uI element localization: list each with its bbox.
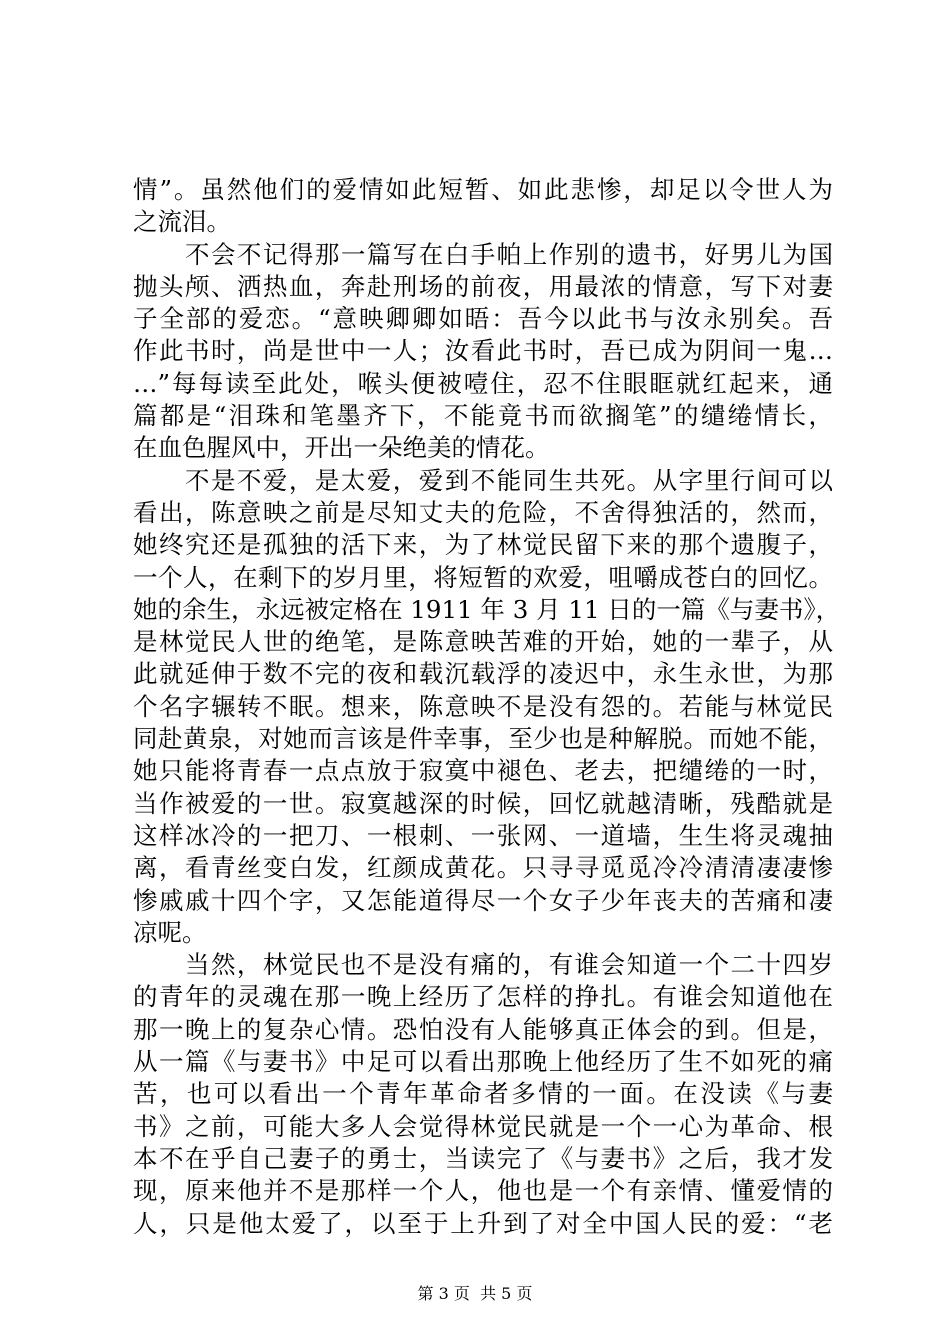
text-line: 在血色腥风中，开出一朵绝美的情花。 — [133, 433, 550, 463]
text-line: 抛头颅、洒热血，奔赴刑场的前夜，用最浓的情意，写下对妻 — [133, 271, 833, 301]
text-line: 之流泪。 — [133, 207, 231, 237]
text-line: 她只能将青春一点点放于寂寞中褪色、老去，把缱绻的一时， — [133, 756, 833, 786]
text-line: 此就延伸于数不完的夜和载沉载浮的凌迟中，永生永世，为那 — [133, 659, 833, 689]
text-line: 人，只是他太爱了，以至于上升到了对全中国人民的爱：“老 — [133, 1208, 833, 1238]
text-line: 的青年的灵魂在那一晚上经历了怎样的挣扎。有谁会知道他在 — [133, 982, 833, 1012]
page-footer — [0, 1281, 950, 1304]
text-line: 那一晚上的复杂心情。恐怕没有人能够真正体会的到。但是， — [133, 1014, 833, 1044]
text-line: 不会不记得那一篇写在白手帕上作别的遗书，好男儿为国 — [133, 239, 833, 269]
text-line: 当作被爱的一世。寂寞越深的时候，回忆就越清晰，残酷就是 — [133, 788, 833, 818]
text-line: 篇都是“泪珠和笔墨齐下，不能竟书而欲搁笔”的缱绻情长， — [133, 401, 833, 431]
text-line: 是林觉民人世的绝笔，是陈意映苦难的开始，她的一辈子，从 — [133, 627, 833, 657]
text-line: 离，看青丝变白发，红颜成黄花。只寻寻觅觅冷冷清清凄凄惨 — [133, 853, 833, 883]
text-line: 一个人，在剩下的岁月里，将短暂的欢爱，咀嚼成苍白的回忆。 — [133, 562, 833, 592]
text-line: 凉呢。 — [133, 917, 207, 947]
text-line: 书》之前，可能大多人会觉得林觉民就是一个一心为革命、根 — [133, 1111, 833, 1141]
text-line: 这样冰冷的一把刀、一根刺、一张网、一道墙，生生将灵魂抽 — [133, 820, 833, 850]
text-line: 苦，也可以看出一个青年革命者多情的一面。在没读《与妻 — [133, 1079, 833, 1109]
body-text — [133, 174, 841, 1240]
text-line: 惨戚戚十四个字，又怎能道得尽一个女子少年丧夫的苦痛和凄 — [133, 885, 833, 915]
text-line: 子全部的爱恋。“意映卿卿如晤：吾今以此书与汝永别矣。吾 — [133, 304, 833, 334]
text-line: 本不在乎自己妻子的勇士，当读完了《与妻书》之后，我才发 — [133, 1143, 833, 1173]
text-line: 同赴黄泉，对她而言该是件幸事，至少也是种解脱。而她不能， — [133, 724, 833, 754]
text-line: 情”。虽然他们的爱情如此短暂、如此悲惨，却足以令世人为 — [133, 175, 833, 204]
text-line: 看出，陈意映之前是尽知丈夫的危险，不舍得独活的，然而， — [133, 497, 833, 527]
text-line: …”每每读至此处，喉头便被噎住，忍不住眼眶就红起来，通 — [133, 368, 833, 398]
text-line: 个名字辗转不眠。想来，陈意映不是没有怨的。若能与林觉民 — [133, 691, 833, 721]
text-line: 现，原来他并不是那样一个人，他也是一个有亲情、懂爱情的 — [133, 1176, 833, 1206]
text-line: 不是不爱，是太爱，爱到不能同生共死。从字里行间可以 — [133, 465, 833, 495]
text-line: 当然，林觉民也不是没有痛的，有谁会知道一个二十四岁 — [133, 950, 833, 980]
text-line: 她终究还是孤独的活下来，为了林觉民留下来的那个遗腹子， — [133, 530, 833, 560]
page-number: 第 3 页 共 5 页 — [417, 1284, 533, 1303]
text-line: 从一篇《与妻书》中足可以看出那晚上他经历了生不如死的痛 — [133, 1047, 833, 1077]
text-line: 她的余生，永远被定格在 1911 年 3 月 11 日的一篇《与妻书》， — [133, 594, 841, 624]
text-line: 作此书时，尚是世中一人；汝看此书时，吾已成为阴间一鬼… — [133, 336, 833, 366]
